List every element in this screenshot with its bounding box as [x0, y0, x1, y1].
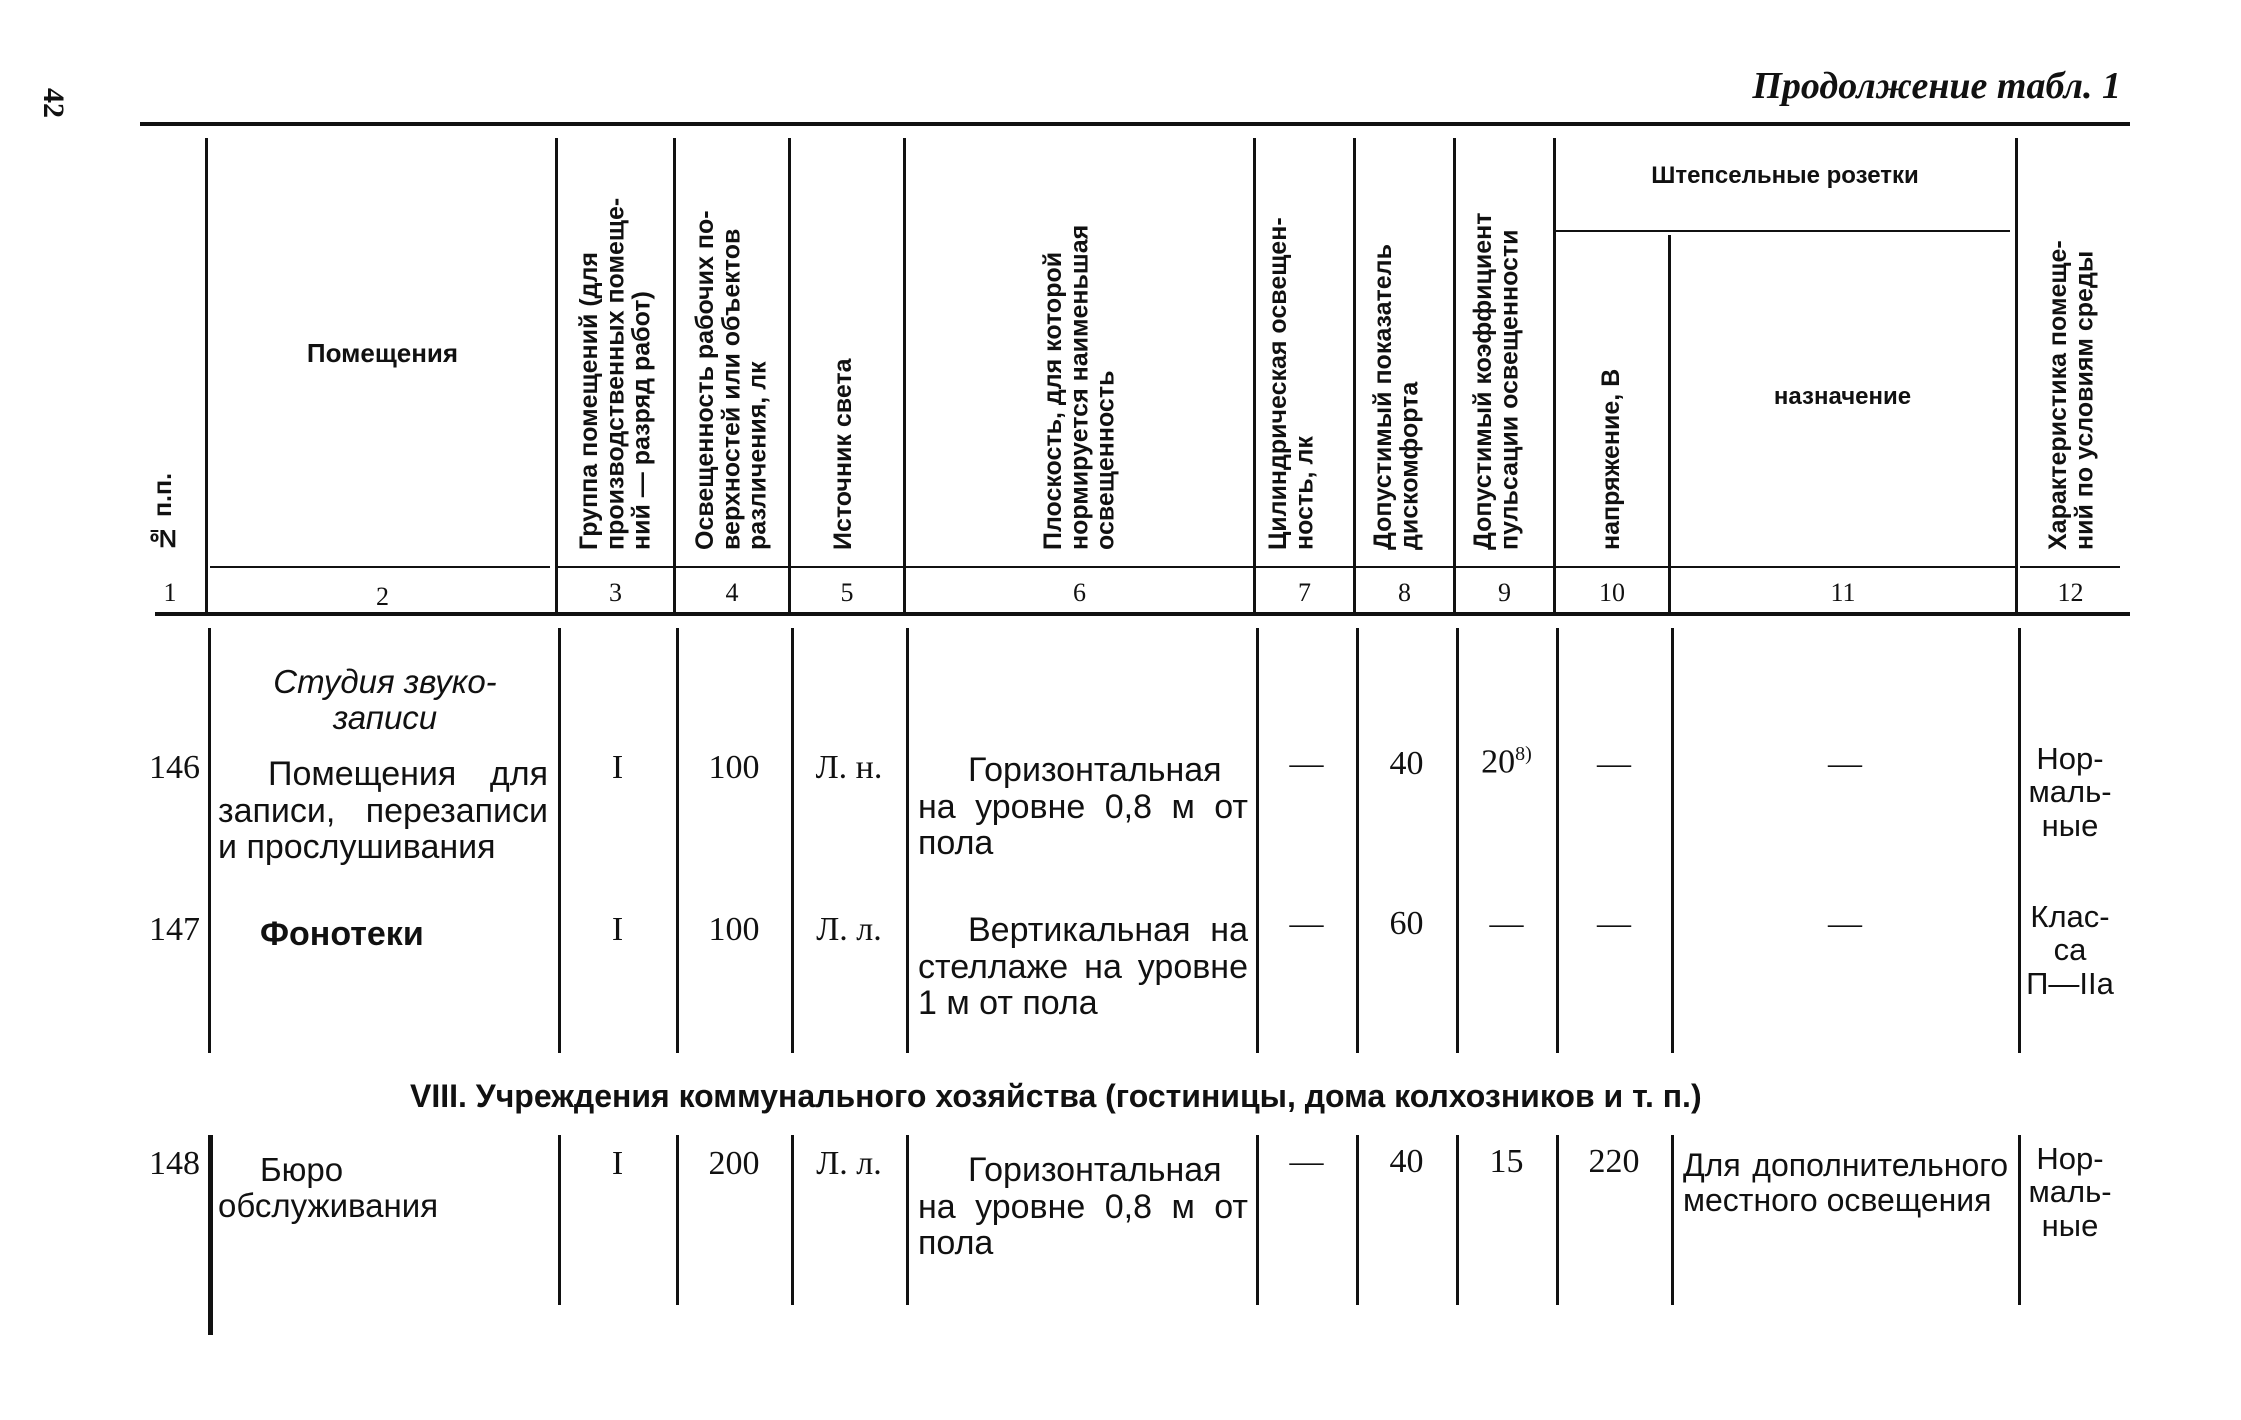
- header-col10: напряжение, В: [1597, 368, 1625, 550]
- header-divider: [1353, 138, 1356, 613]
- room-name: Помещения для записи, перезаписи и прослушивания: [218, 755, 548, 867]
- header-col8: Допустимый показатель дискомфорта: [1369, 244, 1424, 550]
- discomfort-index: 60: [1389, 905, 1424, 942]
- body-divider: [1256, 628, 1259, 1053]
- body-divider: [208, 628, 211, 1053]
- page-number: 42: [37, 88, 70, 118]
- header-number-rule: [210, 566, 550, 568]
- header-divider: [903, 138, 906, 613]
- header-number-rule: [555, 566, 2015, 568]
- socket-purpose: —: [1828, 745, 1862, 782]
- socket-voltage: 220: [1588, 1143, 1640, 1180]
- column-number: 9: [1498, 578, 1511, 607]
- socket-voltage: —: [1597, 745, 1631, 782]
- environment: Нор- маль- ные: [2028, 741, 2112, 843]
- light-source: Л. л.: [816, 911, 882, 948]
- row-number: 146: [149, 749, 200, 786]
- room-group: I: [611, 749, 624, 786]
- row-number: 147: [149, 911, 200, 948]
- socket-voltage: —: [1597, 905, 1631, 942]
- column-number: 4: [725, 578, 739, 607]
- column-number: 7: [1298, 578, 1311, 607]
- body-divider: [1456, 628, 1459, 1053]
- socket-purpose: Для дополнительного местного освещения: [1683, 1147, 2008, 1218]
- room-name: Бюро обслуживания: [218, 1151, 439, 1224]
- body-divider: [1356, 628, 1359, 1053]
- plane: Горизонтальная на уровне 0,8 м от пола: [918, 751, 1248, 863]
- room-group: I: [611, 911, 624, 948]
- column-number: 6: [1073, 578, 1086, 607]
- cylindrical-illuminance: —: [1289, 905, 1324, 942]
- header-divider: [205, 138, 208, 613]
- header-divider: [1668, 235, 1671, 613]
- header-divider: [1453, 138, 1456, 613]
- body-divider: [906, 1135, 909, 1305]
- pulsation-footnote: 8): [1515, 743, 1532, 765]
- environment: Нор- маль- ные: [2028, 1141, 2112, 1243]
- pulsation-coefficient: —: [1489, 905, 1524, 942]
- light-source: Л. н.: [815, 749, 883, 786]
- body-divider: [906, 628, 909, 1053]
- header-divider: [1253, 138, 1256, 613]
- body-divider: [1671, 628, 1674, 1053]
- plane: Вертикальная на стеллаже на уровне 1 м от пола: [918, 911, 1248, 1023]
- header-col4: Освещенность рабочих по- верхностей или объектов различения, лк: [691, 210, 772, 550]
- header-col2: Помещения: [306, 338, 459, 368]
- body-divider: [558, 628, 561, 1053]
- column-number: 11: [1830, 578, 1856, 607]
- discomfort-index: 40: [1389, 1143, 1424, 1180]
- column-number: 10: [1599, 578, 1625, 607]
- column-number: 1: [163, 578, 177, 607]
- header-number-rule: [2020, 566, 2120, 568]
- plane: Горизонтальная на уровне 0,8 м от пола: [918, 1151, 1248, 1263]
- body-divider: [791, 628, 794, 1053]
- header-col7: Цилиндрическая освещен- ность, лк: [1264, 217, 1319, 550]
- cylindrical-illuminance: —: [1289, 1143, 1324, 1180]
- header-divider: [555, 138, 558, 613]
- pulsation-value: 20: [1481, 743, 1516, 781]
- header-divider: [1553, 138, 1556, 613]
- sockets-group-rule: [1555, 230, 2010, 232]
- section-title: VIII. Учреждения коммунального хозяйства (гостиницы, дома колхозников и т. п.): [410, 1078, 1702, 1114]
- header-col9: Допустимый коэффициент пульсации освещенности: [1469, 212, 1524, 550]
- column-number: 2: [376, 582, 389, 611]
- column-number: 8: [1398, 578, 1411, 607]
- body-divider: [676, 628, 679, 1053]
- table-continuation-caption: Продолжение табл. 1: [1752, 65, 2121, 107]
- cylindrical-illuminance: —: [1289, 745, 1324, 782]
- environment: Клас- са П—IIа: [2026, 899, 2114, 1001]
- header-col11: назначение: [1773, 383, 1912, 410]
- body-divider: [1671, 1135, 1674, 1305]
- header-col3: Группа помещений (для производственных помеще- ний — разряд работ): [575, 197, 656, 550]
- header-col5: Источник света: [829, 358, 857, 550]
- header-bottom-rule: [155, 612, 2130, 616]
- socket-purpose: —: [1828, 905, 1862, 942]
- header-col1: № п.п.: [149, 472, 177, 552]
- table-top-rule: [140, 122, 2130, 126]
- body-divider: [208, 1135, 213, 1335]
- body-divider: [1556, 628, 1559, 1053]
- pulsation-coefficient: [1458, 744, 1555, 781]
- subsection-heading: Студия звуко- записи: [273, 663, 497, 736]
- discomfort-index: 40: [1389, 745, 1424, 782]
- room-group: I: [611, 1145, 624, 1182]
- header-sockets-group: Штепсельные розетки: [1651, 162, 1919, 189]
- column-number: 3: [609, 578, 622, 607]
- light-source: Л. л.: [816, 1145, 882, 1182]
- column-number: 12: [2057, 578, 2084, 607]
- pulsation-coefficient: 15: [1489, 1143, 1524, 1180]
- header-divider: [673, 138, 676, 613]
- illuminance: 100: [708, 749, 760, 786]
- header-col12: Характеристика помеще- ний по условиям среды: [2044, 240, 2099, 550]
- header-divider: [2015, 138, 2018, 613]
- illuminance: 200: [708, 1145, 760, 1182]
- header-col6: Плоскость, для которой нормируется наименьшая освещенность: [1039, 224, 1120, 550]
- header-divider: [788, 138, 791, 613]
- row-number: 148: [149, 1145, 200, 1182]
- illuminance: 100: [708, 911, 760, 948]
- room-name: Фонотеки: [260, 915, 424, 953]
- column-number: 5: [840, 578, 854, 607]
